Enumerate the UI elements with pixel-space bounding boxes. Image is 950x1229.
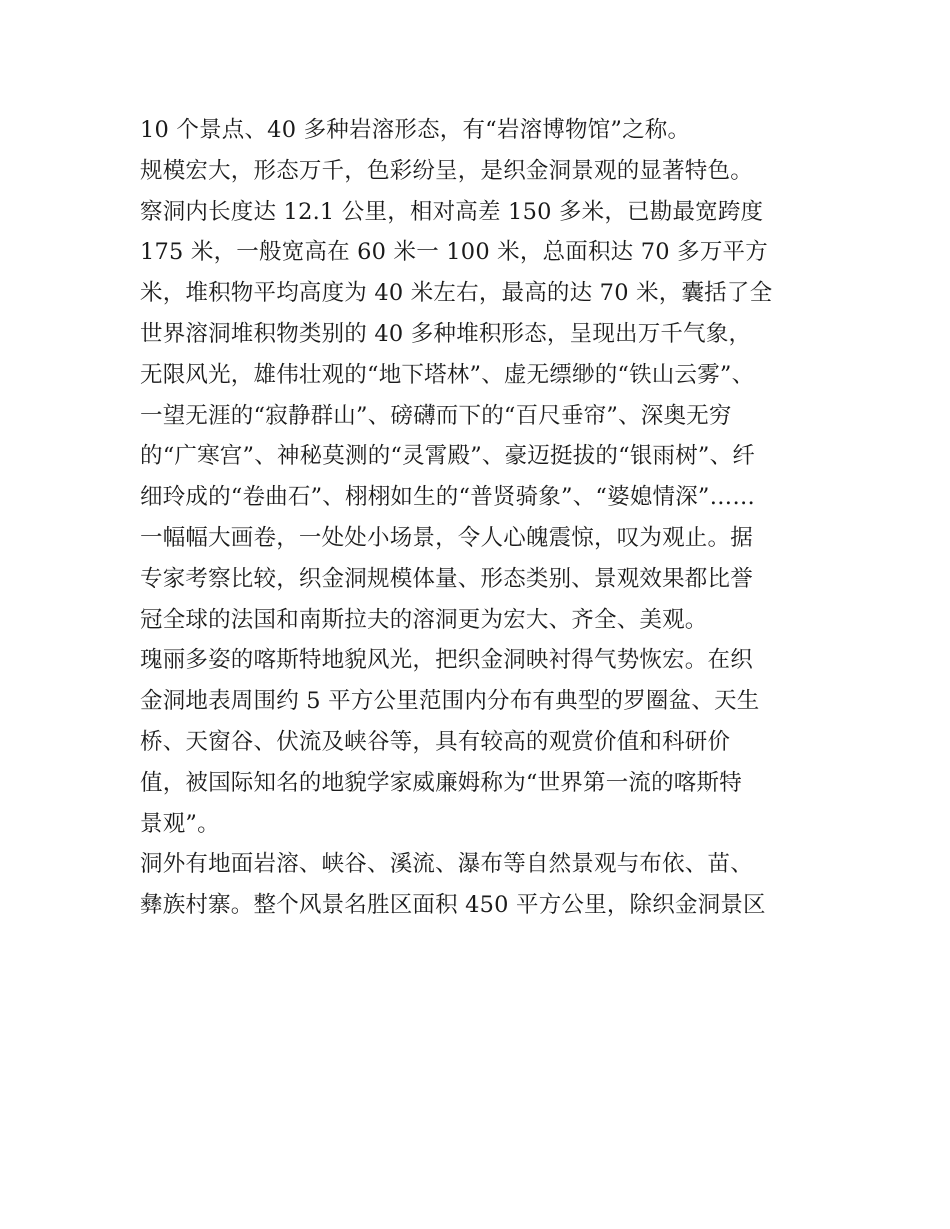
text-line: 米，堆积物平均高度为 40 米左右，最高的达 70 米，囊括了全 — [140, 280, 773, 307]
text-line: 一幅幅大画卷，一处处小场景，令人心魄震惊，叹为观止。据 — [140, 524, 753, 551]
text-line: 专家考察比较，织金洞规模体量、形态类别、景观效果都比誉 — [140, 565, 753, 592]
text-line: 细玲成的“卷曲石”、栩栩如生的“普贤骑象”、“婆媳情深”…… — [140, 484, 756, 511]
text-line: 10 个景点、40 多种岩溶形态，有“岩溶博物馆”之称。 — [140, 117, 691, 143]
text-line: 175 米，一般宽高在 60 米一 100 米，总面积达 70 多万平方 — [140, 239, 768, 266]
text-line: 无限风光，雄伟壮观的“地下塔林”、虚无缥缈的“铁山云雾”、 — [140, 361, 755, 388]
text-line: 世界溶洞堆积物类别的 40 多种堆积形态，呈现出万千气象， — [140, 320, 752, 347]
text-line: 值，被国际知名的地貌学家威廉姆称为“世界第一流的喀斯特 — [140, 769, 742, 796]
text-line: 的“广寒宫”、神秘莫测的“灵霄殿”、豪迈挺拔的“银雨树”、纤 — [140, 443, 756, 470]
text-line: 冠全球的法国和南斯拉夫的溶洞更为宏大、齐全、美观。 — [140, 606, 708, 633]
text-line: 景观”。 — [140, 810, 220, 837]
text-line: 彝族村寨。整个风景名胜区面积 450 平方公里，除织金洞景区 — [140, 892, 766, 919]
body-text — [140, 110, 820, 926]
text-line: 一望无涯的“寂静群山”、磅礴而下的“百尺垂帘”、深奥无穷 — [140, 402, 732, 429]
text-line: 桥、天窗谷、伏流及峡谷等，具有较高的观赏价值和科研价 — [140, 728, 731, 755]
text-line: 金洞地表周围约 5 平方公里范围内分布有典型的罗圈盆、天生 — [140, 688, 760, 715]
text-line: 察洞内长度达 12.1 公里，相对高差 150 多米，已勘最宽跨度 — [140, 198, 764, 225]
text-line: 瑰丽多姿的喀斯特地貌风光，把织金洞映衬得气势恢宏。在织 — [140, 647, 753, 674]
text-line: 洞外有地面岩溶、峡谷、溪流、瀑布等自然景观与布依、苗、 — [140, 851, 753, 878]
text-line: 规模宏大，形态万千，色彩纷呈，是织金洞景观的显著特色。 — [140, 157, 753, 184]
